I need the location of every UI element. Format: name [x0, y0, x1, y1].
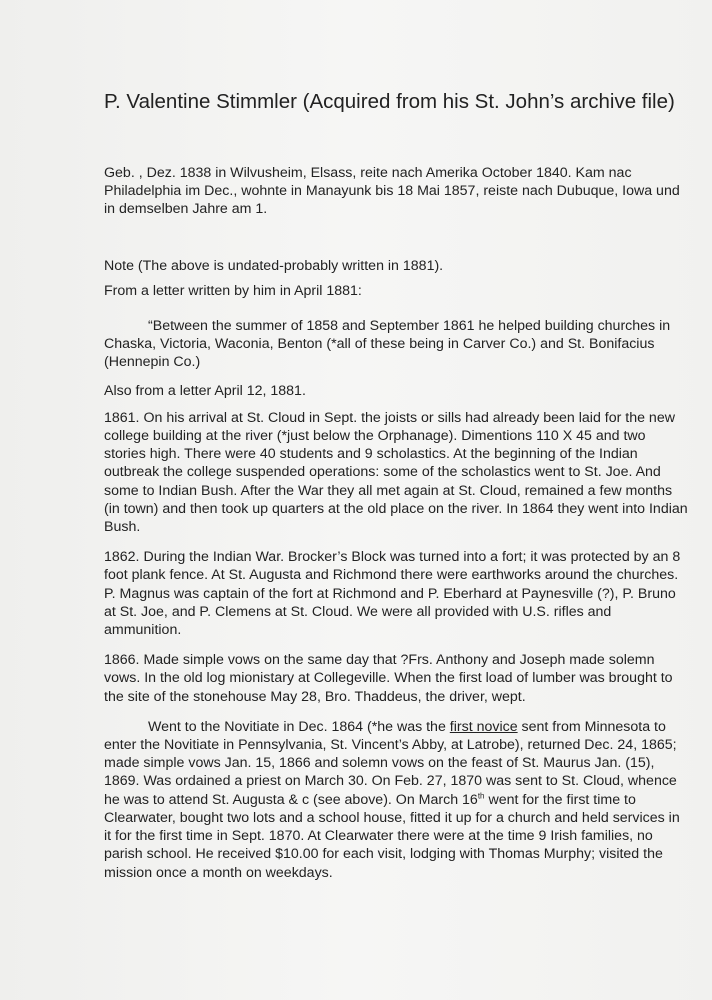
page-title: P. Valentine Stimmler (Acquired from his St. John’s archive file)	[104, 90, 675, 113]
superscript-th: th	[477, 790, 485, 800]
paragraph-birth: Geb. , Dez. 1838 in Wilvusheim, Elsass, reite nach Amerika October 1840. Kam nac Philadelphia im Dec., wohnte in Manayunk bis 18 Mai 1857, reiste nach Dubuque, Iowa und in demselben Jahre am 1.	[104, 165, 680, 218]
paragraph-also: Also from a letter April 12, 1881.	[104, 382, 306, 399]
paragraph-note: Note (The above is undated-probably written in 1881).	[104, 257, 444, 274]
paragraph-quote: “Between the summer of 1858 and September 1861 he helped building churches in Chaska, Victoria, Waconia, Benton (*all of these being in Carver Co.) and St. Bonifacius (Hennepin Co.)	[104, 318, 671, 371]
novitiate-text-a: Went to the Novitiate in Dec. 1864 (*he was the	[148, 718, 450, 735]
paragraph-novitiate	[104, 718, 688, 882]
novitiate-text-c: went for the first time to Clearwater, bought two lots and a school house, fitted it up for a church and held services in it for the first time in Sept. 1870. At Clearwater there were at the time 9 Irish families, no parish school. He received $10.00 for each visit, lodging with Thomas Murphy; visited the mission once a month on weekdays.	[104, 791, 680, 881]
paragraph-1862: 1862. During the Indian War. Brocker’s Block was turned into a fort; it was protected by an 8 foot plank fence. At St. Augusta and Richmond there were earthworks around the churches. P. Magnus was captain of the fort at Richmond and P. Eberhard at Paynesville (?), P. Bruno at St. Joe, and P. Clemens at St. Cloud. We were all provided with U.S. rifles and ammunition.	[104, 549, 681, 639]
underlined-first-novice: first novice	[449, 718, 518, 735]
paragraph-1861: 1861. On his arrival at St. Cloud in Sept. the joists or sills had already been laid for the new college building at the river (*just below the Orphanage). Dimentions 110 X 45 and two stories high. There were 40 students and 9 scholastics. At the beginning of the Indian outbreak the college suspended operations: some of the scholastics went to St. Joe. And some to Indian Bush. After the War they all met again at St. Cloud, remained a few months (in town) and then took up quarters at the old place on the river. In 1864 they went into Indian Bush.	[104, 409, 688, 536]
document-body	[104, 90, 688, 882]
paragraph-1866: 1866. Made simple vows on the same day that ?Frs. Anthony and Joseph made solemn vows. In the old log mionistary at Collegeville. When the first load of lumber was brought to the site of the stonehouse May 28, Bro. Thaddeus, the driver, wept.	[104, 652, 673, 705]
novitiate-text-b: sent from Minnesota to enter the Novitiate in Pennsylvania, St. Vincent’s Abby, at Latrobe), returned Dec. 24, 1865; made simple vows Jan. 15, 1866 and solemn vows on the feast of St. Maurus Jan. (15), 1869. Was ordained a priest on March 30. On Feb. 27, 1870 was sent to St. Cloud, whence he was to attend St. Augusta & c (see above). On March 16	[104, 718, 677, 808]
paragraph-from-letter: From a letter written by him in April 1881:	[104, 282, 362, 299]
